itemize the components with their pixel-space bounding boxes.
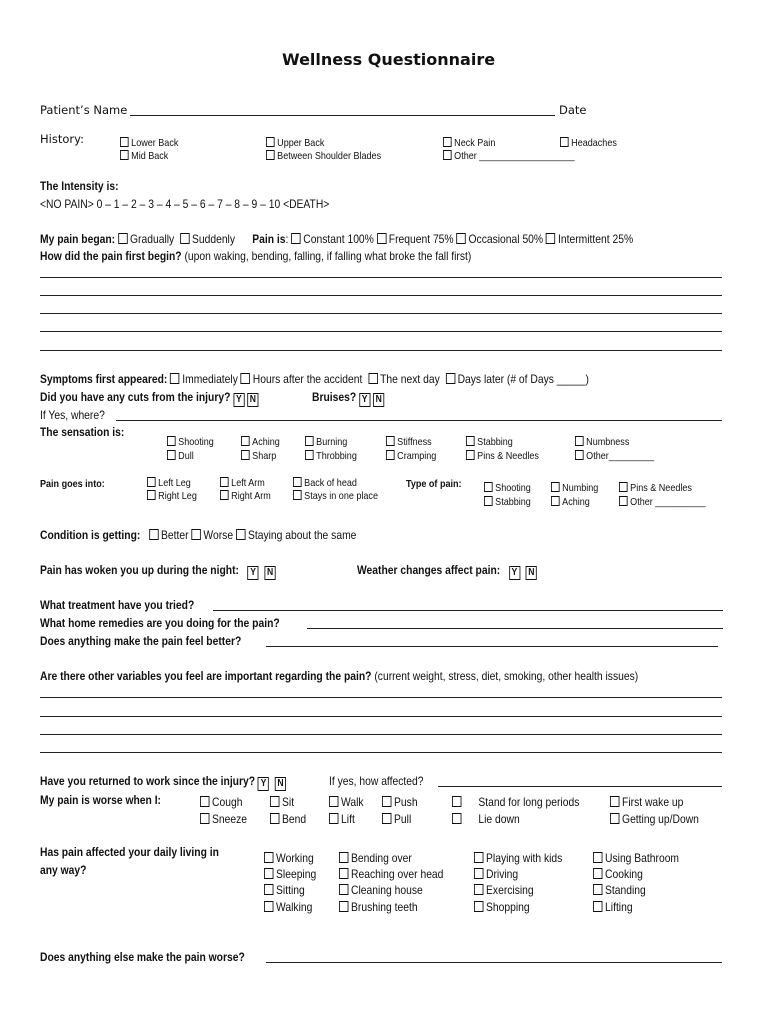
daily-playing-kids[interactable]: Playing with kids bbox=[474, 851, 562, 865]
worse-label: My pain is worse when I: bbox=[40, 793, 162, 807]
worse-pull[interactable]: Pull bbox=[382, 812, 411, 826]
checkbox[interactable] bbox=[200, 813, 209, 824]
checkbox[interactable] bbox=[377, 233, 386, 244]
checkbox[interactable] bbox=[339, 884, 348, 895]
checkbox[interactable] bbox=[386, 450, 395, 460]
checkbox[interactable] bbox=[474, 901, 483, 912]
intensity-scale: <NO PAIN> 0 – 1 – 2 – 3 – 4 – 5 – 6 – 7 – 8 – 9 – 10 <DEATH> bbox=[40, 197, 330, 211]
checkbox[interactable] bbox=[575, 436, 584, 446]
pain-began-row: My pain began: Gradually Suddenly Pain is: Constant 100% Frequent 75% Occasional 50% Intermittent 25% bbox=[40, 232, 634, 246]
checkbox[interactable] bbox=[474, 868, 483, 879]
daily-shopping[interactable]: Shopping bbox=[474, 900, 530, 914]
bruises-row: Bruises? Y N bbox=[312, 390, 384, 407]
no-box[interactable]: N bbox=[247, 393, 258, 407]
checkbox[interactable] bbox=[560, 137, 569, 147]
feel-better-field[interactable] bbox=[266, 646, 718, 647]
feel-better-label: Does anything make the pain feel better? bbox=[40, 634, 242, 648]
no-box[interactable]: N bbox=[373, 393, 384, 407]
checkbox[interactable] bbox=[293, 490, 302, 500]
checkbox[interactable] bbox=[551, 496, 560, 506]
worse-cough[interactable]: Cough bbox=[200, 795, 242, 809]
daily-reaching[interactable]: Reaching over head bbox=[339, 867, 443, 881]
pain-goes-right-leg[interactable]: Right Leg bbox=[147, 490, 197, 502]
date-label: Date bbox=[559, 103, 587, 117]
sensation-burning[interactable]: Burning bbox=[305, 436, 347, 448]
history-headaches[interactable]: Headaches bbox=[560, 137, 617, 149]
condition-row: Condition is getting: Better Worse Staying about the same bbox=[40, 528, 357, 542]
checkbox[interactable] bbox=[339, 868, 348, 879]
checkbox[interactable] bbox=[220, 490, 229, 500]
checkbox[interactable] bbox=[264, 884, 273, 895]
checkbox[interactable] bbox=[167, 436, 176, 446]
pain-goes-stays-one-place[interactable]: Stays in one place bbox=[293, 490, 378, 502]
work-row: Have you returned to work since the injury? Y N bbox=[40, 774, 286, 791]
checkbox[interactable] bbox=[293, 477, 302, 487]
pain-goes-right-arm[interactable]: Right Arm bbox=[220, 490, 271, 502]
answer-line[interactable] bbox=[40, 277, 722, 278]
checkbox[interactable] bbox=[593, 884, 602, 895]
daily-label-1: Has pain affected your daily living in bbox=[40, 845, 219, 859]
history-lower-back[interactable]: Lower Back bbox=[120, 137, 178, 149]
checkbox[interactable] bbox=[236, 529, 245, 540]
checkbox[interactable] bbox=[266, 150, 275, 160]
checkbox[interactable] bbox=[200, 796, 209, 807]
checkbox[interactable] bbox=[118, 233, 127, 244]
type-stabbing[interactable]: Stabbing bbox=[484, 496, 531, 508]
type-aching[interactable]: Aching bbox=[551, 496, 590, 508]
worse-lie-down[interactable]: Lie down bbox=[452, 812, 520, 826]
checkbox[interactable] bbox=[456, 233, 465, 244]
type-numbing[interactable]: Numbing bbox=[551, 482, 598, 494]
if-yes-where-field[interactable] bbox=[116, 420, 722, 421]
checkbox[interactable] bbox=[339, 852, 348, 863]
type-other[interactable]: Other __________ bbox=[619, 496, 705, 508]
daily-using-bathroom[interactable]: Using Bathroom bbox=[593, 851, 679, 865]
checkbox[interactable] bbox=[593, 852, 602, 863]
checkbox[interactable] bbox=[551, 482, 560, 492]
checkbox[interactable] bbox=[266, 137, 275, 147]
sensation-aching[interactable]: Aching bbox=[241, 436, 280, 448]
answer-line[interactable] bbox=[40, 350, 722, 351]
page-title: Wellness Questionnaire bbox=[282, 50, 496, 69]
worse-stand[interactable]: Stand for long periods bbox=[452, 795, 579, 809]
sensation-stabbing[interactable]: Stabbing bbox=[466, 436, 513, 448]
worse-walk[interactable]: Walk bbox=[329, 795, 364, 809]
answer-line[interactable] bbox=[40, 697, 722, 698]
checkbox[interactable] bbox=[147, 490, 156, 500]
checkbox[interactable] bbox=[593, 901, 602, 912]
checkbox[interactable] bbox=[329, 796, 338, 807]
checkbox[interactable] bbox=[610, 796, 619, 807]
answer-line[interactable] bbox=[40, 313, 722, 314]
checkbox[interactable] bbox=[386, 436, 395, 446]
checkbox[interactable] bbox=[120, 150, 129, 160]
no-box[interactable]: N bbox=[526, 566, 537, 580]
answer-line[interactable] bbox=[40, 295, 722, 296]
sensation-other[interactable]: Other_________ bbox=[575, 450, 654, 462]
sensation-pins-needles[interactable]: Pins & Needles bbox=[466, 450, 539, 462]
home-remedies-field[interactable] bbox=[307, 628, 723, 629]
sensation-dull[interactable]: Dull bbox=[167, 450, 194, 462]
daily-walking[interactable]: Walking bbox=[264, 900, 312, 914]
history-label: History: bbox=[40, 132, 84, 146]
sensation-throbbing[interactable]: Throbbing bbox=[305, 450, 357, 462]
checkbox[interactable] bbox=[220, 477, 229, 487]
checkbox[interactable] bbox=[270, 796, 279, 807]
type-pins-needles[interactable]: Pins & Needles bbox=[619, 482, 692, 494]
intensity-label: The Intensity is: bbox=[40, 179, 119, 193]
checkbox[interactable] bbox=[546, 233, 555, 244]
worse-getting-up-down[interactable]: Getting up/Down bbox=[610, 812, 699, 826]
checkbox[interactable] bbox=[305, 450, 314, 460]
checkbox[interactable] bbox=[452, 813, 461, 824]
history-upper-back[interactable]: Upper Back bbox=[266, 137, 324, 149]
history-other[interactable]: Other ___________________ bbox=[443, 150, 575, 162]
symptoms-row: Symptoms first appeared: Immediately Hours after the accident The next day Days later (# of Days _____) bbox=[40, 372, 589, 386]
weather-row: Weather changes affect pain: Y N bbox=[357, 563, 537, 580]
checkbox[interactable] bbox=[443, 137, 452, 147]
answer-line[interactable] bbox=[40, 716, 722, 717]
checkbox[interactable] bbox=[291, 233, 300, 244]
checkbox[interactable] bbox=[170, 373, 179, 384]
daily-exercising[interactable]: Exercising bbox=[474, 883, 534, 897]
daily-bending-over[interactable]: Bending over bbox=[339, 851, 412, 865]
yes-box[interactable]: Y bbox=[248, 566, 259, 580]
checkbox[interactable] bbox=[241, 450, 250, 460]
worse-sit[interactable]: Sit bbox=[270, 795, 294, 809]
answer-line[interactable] bbox=[40, 734, 722, 735]
treatment-tried-field[interactable] bbox=[213, 610, 723, 611]
if-yes-where-label: If Yes, where? bbox=[40, 408, 105, 422]
checkbox[interactable] bbox=[241, 373, 250, 384]
daily-cooking[interactable]: Cooking bbox=[593, 867, 643, 881]
work-affected-field[interactable] bbox=[438, 786, 722, 787]
worse-lift[interactable]: Lift bbox=[329, 812, 355, 826]
checkbox[interactable] bbox=[619, 482, 628, 492]
daily-driving[interactable]: Driving bbox=[474, 867, 518, 881]
yes-box[interactable]: Y bbox=[509, 566, 520, 580]
daily-sitting[interactable]: Sitting bbox=[264, 883, 305, 897]
worse-sneeze[interactable]: Sneeze bbox=[200, 812, 247, 826]
sensation-cramping[interactable]: Cramping bbox=[386, 450, 436, 462]
daily-lifting[interactable]: Lifting bbox=[593, 900, 633, 914]
daily-standing[interactable]: Standing bbox=[593, 883, 646, 897]
checkbox[interactable] bbox=[270, 813, 279, 824]
variables-row: Are there other variables you feel are important regarding the pain? (current weight, stress, diet, smoking, other health issues) bbox=[40, 669, 639, 683]
pain-goes-back-of-head[interactable]: Back of head bbox=[293, 477, 357, 489]
checkbox[interactable] bbox=[575, 450, 584, 460]
worse-bend[interactable]: Bend bbox=[270, 812, 306, 826]
else-worse-field[interactable] bbox=[266, 962, 722, 963]
daily-sleeping[interactable]: Sleeping bbox=[264, 867, 316, 881]
no-box[interactable]: N bbox=[275, 777, 286, 791]
yes-box[interactable]: Y bbox=[258, 777, 269, 791]
answer-line[interactable] bbox=[40, 331, 722, 332]
daily-brushing-teeth[interactable]: Brushing teeth bbox=[339, 900, 418, 914]
checkbox[interactable] bbox=[446, 373, 455, 384]
checkbox[interactable] bbox=[443, 150, 452, 160]
type-of-pain-label: Type of pain: bbox=[406, 478, 462, 490]
checkbox[interactable] bbox=[484, 496, 493, 506]
checkbox[interactable] bbox=[610, 813, 619, 824]
checkbox[interactable] bbox=[368, 373, 377, 384]
sensation-label: The sensation is: bbox=[40, 425, 125, 439]
pain-goes-label: Pain goes into: bbox=[40, 478, 105, 490]
checkbox[interactable] bbox=[466, 450, 475, 460]
worse-push[interactable]: Push bbox=[382, 795, 418, 809]
pain-goes-left-arm[interactable]: Left Arm bbox=[220, 477, 265, 489]
else-worse-label: Does anything else make the pain worse? bbox=[40, 950, 245, 964]
treatment-tried-label: What treatment have you tried? bbox=[40, 598, 195, 612]
yes-box[interactable]: Y bbox=[233, 393, 244, 407]
checkbox[interactable] bbox=[339, 901, 348, 912]
sensation-numbness[interactable]: Numbness bbox=[575, 436, 629, 448]
checkbox[interactable] bbox=[382, 796, 391, 807]
checkbox[interactable] bbox=[484, 482, 493, 492]
no-box[interactable]: N bbox=[264, 566, 275, 580]
checkbox[interactable] bbox=[305, 436, 314, 446]
first-begin-row: How did the pain first begin? (upon waking, bending, falling, if falling what broke the fall first) bbox=[40, 249, 472, 263]
patient-name-label: Patient’s Name bbox=[40, 103, 128, 117]
checkbox[interactable] bbox=[329, 813, 338, 824]
checkbox[interactable] bbox=[452, 796, 461, 807]
work-affected-label: If yes, how affected? bbox=[329, 774, 424, 788]
checkbox[interactable] bbox=[120, 137, 129, 147]
cuts-row: Did you have any cuts from the injury? Y N bbox=[40, 390, 258, 407]
checkbox[interactable] bbox=[382, 813, 391, 824]
patient-name-field[interactable] bbox=[130, 115, 555, 116]
answer-line[interactable] bbox=[40, 752, 722, 753]
checkbox[interactable] bbox=[167, 450, 176, 460]
sensation-shooting[interactable]: Shooting bbox=[167, 436, 214, 448]
checkbox[interactable] bbox=[264, 868, 273, 879]
history-neck-pain[interactable]: Neck Pain bbox=[443, 137, 495, 149]
checkbox[interactable] bbox=[619, 496, 628, 506]
checkbox[interactable] bbox=[191, 529, 200, 540]
checkbox[interactable] bbox=[474, 852, 483, 863]
type-shooting[interactable]: Shooting bbox=[484, 482, 531, 494]
sensation-stiffness[interactable]: Stiffness bbox=[386, 436, 432, 448]
daily-working[interactable]: Working bbox=[264, 851, 314, 865]
checkbox[interactable] bbox=[241, 436, 250, 446]
home-remedies-label: What home remedies are you doing for the pain? bbox=[40, 616, 280, 630]
checkbox[interactable] bbox=[147, 477, 156, 487]
checkbox[interactable] bbox=[474, 884, 483, 895]
history-mid-back[interactable]: Mid Back bbox=[120, 150, 168, 162]
night-row: Pain has woken you up during the night: Y N bbox=[40, 563, 276, 580]
checkbox[interactable] bbox=[180, 233, 189, 244]
checkbox[interactable] bbox=[466, 436, 475, 446]
sensation-sharp[interactable]: Sharp bbox=[241, 450, 276, 462]
checkbox[interactable] bbox=[149, 529, 158, 540]
daily-label-2: any way? bbox=[40, 863, 87, 877]
checkbox[interactable] bbox=[593, 868, 602, 879]
history-between-shoulder-blades[interactable]: Between Shoulder Blades bbox=[266, 150, 381, 162]
yes-box[interactable]: Y bbox=[359, 393, 370, 407]
checkbox[interactable] bbox=[264, 852, 273, 863]
worse-first-wake-up[interactable]: First wake up bbox=[610, 795, 683, 809]
checkbox[interactable] bbox=[264, 901, 273, 912]
pain-goes-left-leg[interactable]: Left Leg bbox=[147, 477, 191, 489]
daily-cleaning-house[interactable]: Cleaning house bbox=[339, 883, 423, 897]
